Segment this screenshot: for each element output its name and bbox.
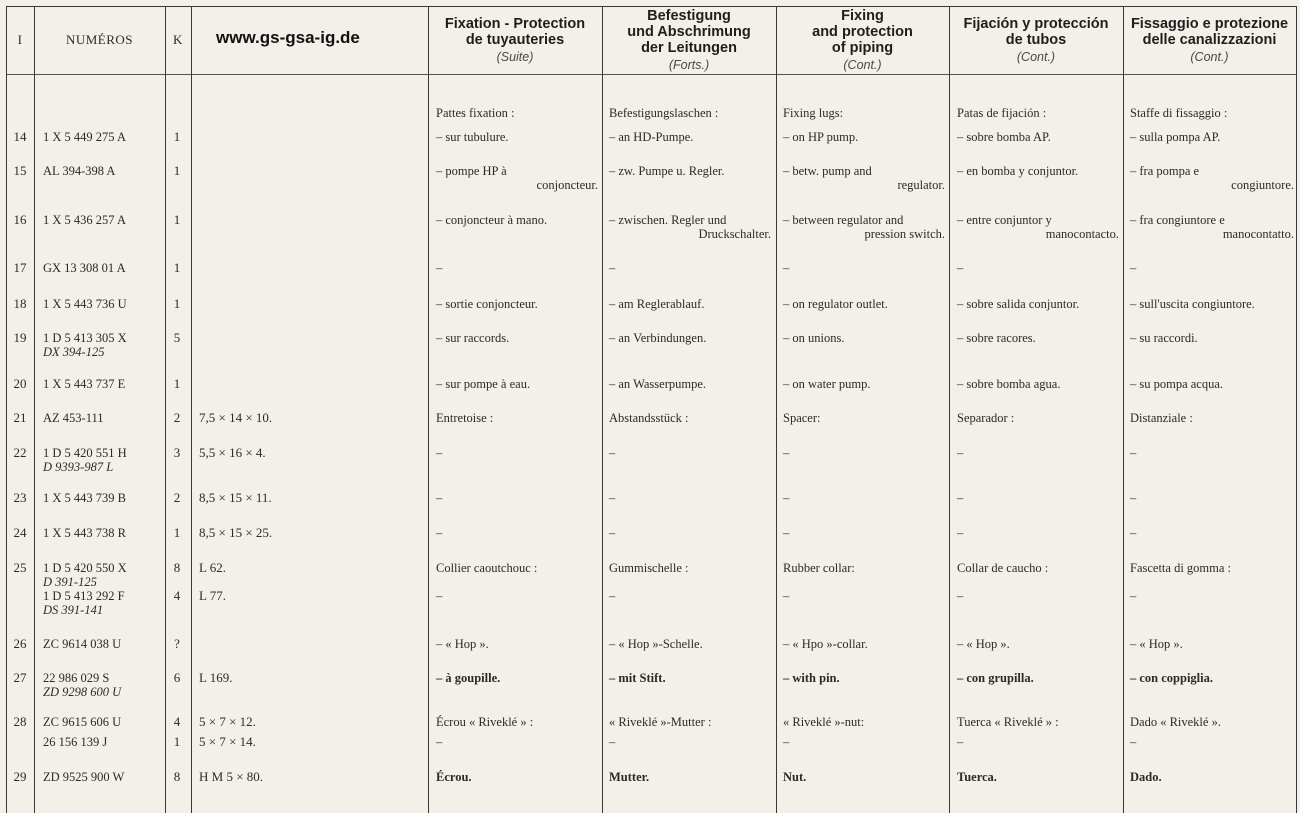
description-es bbox=[957, 589, 963, 603]
description-it bbox=[1130, 446, 1136, 460]
description-fr bbox=[436, 331, 509, 345]
dimensions: L 169. bbox=[199, 670, 233, 685]
description-line: conjoncteur. bbox=[536, 178, 598, 192]
description-it bbox=[1130, 130, 1220, 144]
description-line: – on water pump. bbox=[783, 377, 871, 391]
description-line: – an HD-Pumpe. bbox=[609, 130, 694, 144]
description-es bbox=[957, 637, 1010, 651]
description-line: – bbox=[436, 589, 443, 603]
description-it bbox=[1130, 164, 1294, 192]
description-fr bbox=[436, 446, 442, 460]
description-line: – bbox=[609, 589, 616, 603]
description-line: – bbox=[436, 491, 443, 505]
dimensions: 7,5 × 14 × 10. bbox=[199, 410, 273, 425]
description-fr bbox=[436, 526, 442, 540]
description-line: – sur pompe à eau. bbox=[436, 377, 531, 391]
header-italian: Fissaggio e protezione delle canalizzazioni (Cont.) bbox=[1130, 15, 1289, 64]
description-fr bbox=[436, 130, 509, 144]
quantity: 1 bbox=[173, 260, 181, 275]
description-line: Tuerca « Riveklé » : bbox=[957, 715, 1059, 729]
description-line: – bbox=[609, 261, 616, 275]
description-it bbox=[1130, 213, 1294, 241]
description-line: – bbox=[783, 589, 790, 603]
col-rule bbox=[1296, 6, 1297, 813]
description-line: regulator. bbox=[897, 178, 945, 192]
quantity: 8 bbox=[173, 769, 181, 784]
description-line: – entre conjuntor y bbox=[957, 213, 1052, 227]
part-number-primary: 1 X 5 443 739 B bbox=[43, 491, 126, 505]
description-line: – bbox=[957, 735, 964, 749]
description-line: – bbox=[957, 446, 964, 460]
row-number: 14 bbox=[13, 129, 27, 144]
description-en bbox=[783, 671, 840, 685]
description-fr bbox=[436, 491, 442, 505]
part-number bbox=[43, 446, 127, 474]
description-line: Écrou. bbox=[436, 770, 472, 784]
row-number: 18 bbox=[13, 296, 27, 311]
col-rule bbox=[602, 6, 603, 813]
part-number bbox=[43, 130, 126, 144]
description-fr bbox=[436, 164, 598, 192]
description-line: – bbox=[783, 735, 790, 749]
part-number-primary: 26 156 139 J bbox=[43, 735, 108, 749]
description-line: – bbox=[957, 526, 964, 540]
description-es bbox=[957, 770, 997, 784]
description-de bbox=[609, 130, 693, 144]
description-line: Fascetta di gomma : bbox=[1130, 561, 1232, 575]
row-number: 28 bbox=[13, 714, 27, 729]
dimensions: L 77. bbox=[199, 588, 226, 603]
row-number: 16 bbox=[13, 212, 27, 227]
part-number bbox=[43, 331, 127, 359]
description-line: – between regulator and bbox=[783, 213, 904, 227]
description-fr bbox=[436, 735, 442, 749]
description-it bbox=[1130, 735, 1136, 749]
quantity: 1 bbox=[173, 525, 181, 540]
description-es bbox=[957, 671, 1034, 685]
description-line: Dado « Riveklé ». bbox=[1130, 715, 1221, 729]
description-line: « Riveklé »-Mutter : bbox=[609, 715, 712, 729]
description-es bbox=[957, 715, 1059, 729]
header-index: I bbox=[17, 32, 23, 47]
description-de bbox=[609, 526, 615, 540]
description-line: – on regulator outlet. bbox=[783, 297, 888, 311]
row-number: 20 bbox=[13, 376, 27, 391]
header-k: K bbox=[173, 32, 183, 47]
section-heading-es: Patas de fijación : bbox=[957, 106, 1047, 120]
description-line: Druckschalter. bbox=[698, 227, 771, 241]
description-es bbox=[957, 446, 963, 460]
description-fr bbox=[436, 715, 533, 729]
row-number: 24 bbox=[13, 525, 27, 540]
description-line: – bbox=[783, 261, 790, 275]
description-line: – bbox=[1130, 589, 1137, 603]
description-en bbox=[783, 411, 820, 425]
col-rule bbox=[191, 6, 192, 813]
description-de bbox=[609, 297, 704, 311]
description-it bbox=[1130, 331, 1198, 345]
description-it bbox=[1130, 526, 1136, 540]
description-fr bbox=[436, 213, 547, 227]
description-line: Collier caoutchouc : bbox=[436, 561, 538, 575]
header-english: Fixing and protection of piping (Cont.) bbox=[812, 7, 913, 72]
description-it bbox=[1130, 561, 1231, 575]
website-watermark: www.gs-gsa-ig.de bbox=[216, 28, 360, 47]
col-rule bbox=[165, 6, 166, 813]
description-line: – bbox=[783, 526, 790, 540]
description-de bbox=[609, 770, 649, 784]
description-line: Spacer: bbox=[783, 411, 821, 425]
description-line: – « Hop ». bbox=[957, 637, 1010, 651]
description-line: – su pompa acqua. bbox=[1130, 377, 1224, 391]
part-number bbox=[43, 377, 125, 391]
description-es bbox=[957, 130, 1051, 144]
part-number bbox=[43, 164, 115, 178]
description-line: – bbox=[957, 589, 964, 603]
quantity: 2 bbox=[173, 410, 181, 425]
description-line: – à goupille. bbox=[436, 671, 501, 685]
description-en bbox=[783, 735, 789, 749]
description-line: – bbox=[436, 735, 443, 749]
description-fr bbox=[436, 297, 538, 311]
description-line: Distanziale : bbox=[1130, 411, 1193, 425]
description-de bbox=[609, 331, 706, 345]
description-line: – « Hpo »-collar. bbox=[783, 637, 868, 651]
description-line: – bbox=[1130, 261, 1137, 275]
quantity: 1 bbox=[173, 734, 181, 749]
description-de bbox=[609, 715, 711, 729]
description-line: – sobre bomba AP. bbox=[957, 130, 1051, 144]
description-en bbox=[783, 770, 806, 784]
description-it bbox=[1130, 770, 1162, 784]
description-de bbox=[609, 213, 771, 241]
description-line: – fra pompa e bbox=[1130, 164, 1200, 178]
description-line: – mit Stift. bbox=[609, 671, 666, 685]
header-divider bbox=[6, 74, 1296, 75]
description-line: Entretoise : bbox=[436, 411, 494, 425]
part-number bbox=[43, 411, 104, 425]
quantity: 8 bbox=[173, 560, 181, 575]
quantity: 1 bbox=[173, 212, 181, 227]
col-rule bbox=[1123, 6, 1124, 813]
description-line: – sobre bomba agua. bbox=[957, 377, 1061, 391]
part-number-primary: 1 X 5 443 737 E bbox=[43, 377, 126, 391]
description-line: manocontatto. bbox=[1222, 227, 1294, 241]
row-number: 27 bbox=[13, 670, 27, 685]
description-line: – bbox=[1130, 526, 1137, 540]
description-line: – bbox=[436, 526, 443, 540]
header-german: Befestigung und Abschrimung der Leitungen (Forts.) bbox=[627, 7, 751, 72]
description-fr bbox=[436, 377, 530, 391]
part-number-secondary: D 9393-987 L bbox=[43, 460, 114, 474]
description-line: – « Hop »-Schelle. bbox=[609, 637, 703, 651]
description-fr bbox=[436, 671, 500, 685]
description-en bbox=[783, 715, 864, 729]
part-number bbox=[43, 213, 126, 227]
description-de bbox=[609, 735, 615, 749]
part-number bbox=[43, 637, 121, 651]
description-line: Abstandsstück : bbox=[609, 411, 689, 425]
description-en bbox=[783, 377, 870, 391]
description-de bbox=[609, 637, 703, 651]
description-line: Écrou « Riveklé » : bbox=[436, 715, 534, 729]
description-es bbox=[957, 297, 1079, 311]
quantity: 6 bbox=[173, 670, 181, 685]
description-fr bbox=[436, 561, 537, 575]
description-line: – with pin. bbox=[783, 671, 840, 685]
section-heading-it: Staffe di fissaggio : bbox=[1130, 106, 1228, 120]
description-it bbox=[1130, 261, 1136, 275]
description-en bbox=[783, 297, 888, 311]
description-line: – su raccordi. bbox=[1130, 331, 1198, 345]
part-number-secondary: DX 394-125 bbox=[43, 345, 105, 359]
dimensions: H M 5 × 80. bbox=[199, 769, 264, 784]
description-line: – bbox=[783, 491, 790, 505]
description-es bbox=[957, 491, 963, 505]
part-number-primary: AZ 453-111 bbox=[43, 411, 104, 425]
description-de bbox=[609, 261, 615, 275]
description-de bbox=[609, 671, 666, 685]
description-it bbox=[1130, 377, 1223, 391]
row-number: 15 bbox=[13, 163, 27, 178]
description-line: – en bomba y conjuntor. bbox=[957, 164, 1079, 178]
description-line: – an Verbindungen. bbox=[609, 331, 707, 345]
part-number bbox=[43, 491, 126, 505]
part-number bbox=[43, 526, 126, 540]
description-line: – sulla pompa AP. bbox=[1130, 130, 1221, 144]
part-number-primary: 1 D 5 420 551 H bbox=[43, 446, 127, 460]
part-number-primary: 1 D 5 420 550 X bbox=[43, 561, 127, 575]
quantity: ? bbox=[174, 636, 180, 651]
description-line: – bbox=[609, 735, 616, 749]
description-line: Nut. bbox=[783, 770, 807, 784]
description-line: Gummischelle : bbox=[609, 561, 689, 575]
part-number bbox=[43, 589, 125, 617]
part-number-primary: 1 X 5 449 275 A bbox=[43, 130, 126, 144]
part-number-primary: ZD 9525 900 W bbox=[43, 770, 125, 784]
description-en bbox=[783, 561, 855, 575]
quantity: 4 bbox=[173, 714, 181, 729]
dimensions: 8,5 × 15 × 25. bbox=[199, 525, 273, 540]
row-number: 22 bbox=[13, 445, 27, 460]
header-numbers: NUMÉROS bbox=[65, 32, 134, 47]
description-it bbox=[1130, 637, 1183, 651]
description-it bbox=[1130, 491, 1136, 505]
description-es bbox=[957, 213, 1119, 241]
description-line: « Riveklé »-nut: bbox=[783, 715, 865, 729]
part-number-primary: 1 X 5 443 736 U bbox=[43, 297, 127, 311]
description-line: – con coppiglia. bbox=[1130, 671, 1213, 685]
dimensions: 5 × 7 × 14. bbox=[199, 734, 256, 749]
quantity: 2 bbox=[173, 490, 181, 505]
part-number-primary: AL 394-398 A bbox=[43, 164, 116, 178]
col-rule bbox=[34, 6, 35, 813]
col-rule bbox=[428, 6, 429, 813]
dimensions: 5,5 × 16 × 4. bbox=[199, 445, 266, 460]
part-number bbox=[43, 715, 121, 729]
part-number bbox=[43, 671, 121, 699]
description-en bbox=[783, 491, 789, 505]
part-number bbox=[43, 297, 127, 311]
description-line: – on unions. bbox=[783, 331, 845, 345]
description-de bbox=[609, 377, 706, 391]
section-heading-en: Fixing lugs: bbox=[783, 106, 844, 120]
part-number-secondary: DS 391-141 bbox=[43, 603, 104, 617]
section-heading-fr: Pattes fixation : bbox=[436, 106, 515, 120]
section-heading-de: Befestigungslaschen : bbox=[609, 106, 719, 120]
description-es bbox=[957, 735, 963, 749]
part-number-primary: ZC 9614 038 U bbox=[43, 637, 122, 651]
description-line: – bbox=[957, 491, 964, 505]
part-number bbox=[43, 770, 124, 784]
description-fr bbox=[436, 589, 442, 603]
description-it bbox=[1130, 411, 1193, 425]
description-line: Dado. bbox=[1130, 770, 1162, 784]
description-line: – bbox=[609, 526, 616, 540]
description-fr bbox=[436, 261, 442, 275]
part-number-primary: 22 986 029 S bbox=[43, 671, 110, 685]
description-line: – zw. Pumpe u. Regler. bbox=[609, 164, 725, 178]
quantity: 3 bbox=[173, 445, 181, 460]
description-line: – « Hop ». bbox=[1130, 637, 1183, 651]
description-line: Collar de caucho : bbox=[957, 561, 1049, 575]
description-line: – bbox=[1130, 735, 1137, 749]
description-line: – conjoncteur à mano. bbox=[436, 213, 548, 227]
description-en bbox=[783, 446, 789, 460]
description-line: – an Wasserpumpe. bbox=[609, 377, 707, 391]
description-line: – sur raccords. bbox=[436, 331, 510, 345]
col-rule bbox=[6, 6, 7, 813]
description-en bbox=[783, 589, 789, 603]
description-en bbox=[783, 164, 945, 192]
description-it bbox=[1130, 589, 1136, 603]
description-line: – bbox=[957, 261, 964, 275]
description-line: Tuerca. bbox=[957, 770, 997, 784]
dimensions: 8,5 × 15 × 11. bbox=[199, 490, 272, 505]
description-de bbox=[609, 561, 689, 575]
description-line: – fra congiuntore e bbox=[1130, 213, 1225, 227]
row-number: 19 bbox=[13, 330, 27, 345]
description-line: – bbox=[1130, 446, 1137, 460]
description-es bbox=[957, 164, 1078, 178]
row-number: 17 bbox=[13, 260, 27, 275]
description-line: – zwischen. Regler und bbox=[609, 213, 727, 227]
description-it bbox=[1130, 715, 1221, 729]
description-de bbox=[609, 411, 689, 425]
description-de bbox=[609, 164, 725, 178]
quantity: 5 bbox=[173, 330, 181, 345]
part-number-primary: 1 X 5 436 257 A bbox=[43, 213, 126, 227]
quantity: 1 bbox=[173, 376, 181, 391]
description-es bbox=[957, 331, 1036, 345]
part-number-secondary: ZD 9298 600 U bbox=[43, 685, 122, 699]
part-number-primary: 1 D 5 413 292 F bbox=[43, 589, 125, 603]
description-es bbox=[957, 261, 963, 275]
part-number-primary: 1 X 5 443 738 R bbox=[43, 526, 126, 540]
description-line: manocontacto. bbox=[1045, 227, 1119, 241]
part-number-secondary: D 391-125 bbox=[43, 575, 97, 589]
description-line: – pompe HP à bbox=[436, 164, 507, 178]
quantity: 4 bbox=[173, 588, 181, 603]
description-line: – bbox=[436, 446, 443, 460]
description-line: – bbox=[609, 491, 616, 505]
row-number: 26 bbox=[13, 636, 27, 651]
description-line: – betw. pump and bbox=[783, 164, 872, 178]
description-line: – sobre salida conjuntor. bbox=[957, 297, 1080, 311]
description-es bbox=[957, 561, 1048, 575]
header-spanish: Fijación y protección de tubos (Cont.) bbox=[963, 15, 1109, 64]
description-line: – bbox=[1130, 491, 1137, 505]
row-number: 25 bbox=[13, 560, 27, 575]
description-fr bbox=[436, 411, 493, 425]
description-it bbox=[1130, 297, 1255, 311]
description-line: – sobre racores. bbox=[957, 331, 1036, 345]
description-line: – sortie conjoncteur. bbox=[436, 297, 538, 311]
row-number: 29 bbox=[13, 769, 27, 784]
description-line: – con grupilla. bbox=[957, 671, 1034, 685]
description-en bbox=[783, 130, 858, 144]
col-rule bbox=[949, 6, 950, 813]
dimensions: 5 × 7 × 12. bbox=[199, 714, 256, 729]
description-line: – bbox=[609, 446, 616, 460]
part-number-primary: GX 13 308 01 A bbox=[43, 261, 126, 275]
description-fr bbox=[436, 770, 472, 784]
description-line: Mutter. bbox=[609, 770, 650, 784]
description-line: – sull'uscita congiuntore. bbox=[1130, 297, 1255, 311]
part-number-primary: 1 D 5 413 305 X bbox=[43, 331, 127, 345]
description-de bbox=[609, 446, 615, 460]
part-number bbox=[43, 261, 126, 275]
description-de bbox=[609, 589, 615, 603]
description-line: – am Reglerablauf. bbox=[609, 297, 705, 311]
description-en bbox=[783, 331, 844, 345]
row-number: 21 bbox=[13, 410, 27, 425]
dimensions: L 62. bbox=[199, 560, 226, 575]
description-line: – « Hop ». bbox=[436, 637, 489, 651]
description-line: Separador : bbox=[957, 411, 1015, 425]
description-es bbox=[957, 411, 1014, 425]
quantity: 1 bbox=[173, 163, 181, 178]
description-line: – bbox=[436, 261, 443, 275]
description-line: congiuntore. bbox=[1231, 178, 1294, 192]
description-en bbox=[783, 637, 868, 651]
quantity: 1 bbox=[173, 129, 181, 144]
description-line: – sur tubulure. bbox=[436, 130, 509, 144]
col-rule bbox=[776, 6, 777, 813]
description-de bbox=[609, 491, 615, 505]
description-en bbox=[783, 261, 789, 275]
description-it bbox=[1130, 671, 1213, 685]
part-number-primary: ZC 9615 606 U bbox=[43, 715, 122, 729]
description-line: – on HP pump. bbox=[783, 130, 859, 144]
quantity: 1 bbox=[173, 296, 181, 311]
description-line: Rubber collar: bbox=[783, 561, 855, 575]
description-line: – bbox=[783, 446, 790, 460]
description-en bbox=[783, 213, 945, 241]
description-fr bbox=[436, 637, 489, 651]
part-number bbox=[43, 735, 107, 749]
description-es bbox=[957, 526, 963, 540]
header-french: Fixation - Protection de tuyauteries (Suite) bbox=[444, 15, 586, 64]
description-es bbox=[957, 377, 1060, 391]
row-number: 23 bbox=[13, 490, 27, 505]
description-line: pression switch. bbox=[864, 227, 945, 241]
description-en bbox=[783, 526, 789, 540]
part-number bbox=[43, 561, 127, 589]
